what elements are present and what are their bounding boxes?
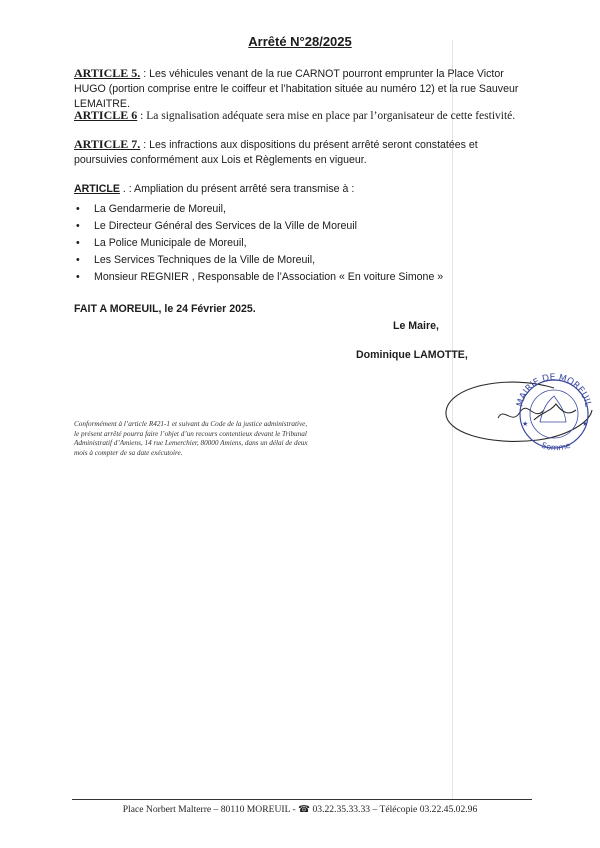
footer-divider xyxy=(72,799,532,800)
footer-address: Place Norbert Malterre – 80110 MOREUIL - xyxy=(122,804,296,815)
recipient-list xyxy=(74,201,534,286)
bullet-icon: • xyxy=(76,203,80,215)
legal-line: Administratif d’Amiens, 14 rue Lemerchier, 80000 Amiens, dans un délai de deux xyxy=(74,439,308,448)
list-item xyxy=(74,252,534,269)
bullet-icon: • xyxy=(76,220,80,232)
signatory-role: Le Maire, xyxy=(393,320,439,332)
list-item xyxy=(74,235,534,252)
bullet-icon: • xyxy=(76,254,80,266)
signature-stroke xyxy=(498,408,544,418)
footer-fax: – Télécopie 03.22.45.02.96 xyxy=(372,804,478,815)
stamp-bottom-text: Somme xyxy=(540,440,572,453)
stamp-top-text: MAIRIE DE MOREUIL xyxy=(515,372,593,408)
article-7-label: ARTICLE 7. xyxy=(74,137,141,151)
footer-contact xyxy=(0,804,600,815)
legal-line: le présent arrêté pourra faire l’objet d’un recours contentieux devant le Tribunal xyxy=(74,429,307,438)
place-date: FAIT A MOREUIL, le 24 Février 2025. xyxy=(74,303,256,315)
star-icon: ★ xyxy=(582,420,589,428)
mairie-stamp xyxy=(438,360,598,458)
article-5-text: Les véhicules venant de la rue CARNOT pourront emprunter la Place Victor HUGO (portion comprise entre le coiffeur et l’habitation située au numéro 12) et la rue Sauveur LEMAITRE. xyxy=(74,68,519,110)
recipient-text: La Police Municipale de Moreuil, xyxy=(94,237,247,249)
article-5-separator: : xyxy=(140,68,150,80)
article-7-separator: : xyxy=(140,139,150,151)
list-item xyxy=(74,218,534,235)
legal-line: Conformément à l’article R421-1 et suivant du Code de la justice administrative, xyxy=(74,420,308,428)
list-item xyxy=(74,201,534,218)
recipient-text: Le Directeur Général des Services de la Ville de Moreuil xyxy=(94,220,358,232)
legal-line: mois à compter de sa date exécutoire. xyxy=(74,448,183,457)
article-5 xyxy=(74,66,534,112)
legal-notice xyxy=(74,420,374,458)
signature-loop xyxy=(446,382,592,441)
recipient-text: La Gendarmerie de Moreuil, xyxy=(94,203,226,215)
recipient-text: Monsieur REGNIER , Responsable de l’Association « En voiture Simone » xyxy=(94,271,444,283)
star-icon: ★ xyxy=(522,420,529,428)
article-6 xyxy=(74,108,534,124)
list-item xyxy=(74,269,534,286)
ampliation-article xyxy=(74,182,534,286)
article-7-text: Les infractions aux dispositions du présent arrêté seront constatées et poursuivies conformément aux Lois et Règlements en vigueur. xyxy=(74,139,478,166)
ampliation-text: Ampliation du présent arrêté sera transmise à : xyxy=(134,183,355,195)
ampliation-separator: . : xyxy=(119,183,135,195)
recipient-text: Les Services Techniques de la Ville de Moreuil, xyxy=(94,254,316,266)
article-6-label: ARTICLE 6 xyxy=(74,108,138,122)
bullet-icon: • xyxy=(76,271,80,283)
article-7 xyxy=(74,137,534,168)
signature-flourish xyxy=(534,404,576,420)
ampliation-heading xyxy=(74,182,534,197)
decree-title: Arrêté N°28/2025 xyxy=(248,34,352,49)
coat-of-arms-icon xyxy=(540,396,566,422)
article-6-text: La signalisation adéquate sera mise en place par l’organisateur de cette festivité. xyxy=(146,110,516,122)
article-6-separator: : xyxy=(137,110,147,122)
signatory-name: Dominique LAMOTTE, xyxy=(356,349,468,361)
telephone-icon: ☎ xyxy=(298,804,311,815)
footer-phone: 03.22.35.33.33 xyxy=(312,804,371,815)
bullet-icon: • xyxy=(76,237,80,249)
ampliation-label: ARTICLE xyxy=(74,183,120,195)
article-5-label: ARTICLE 5. xyxy=(74,66,141,80)
